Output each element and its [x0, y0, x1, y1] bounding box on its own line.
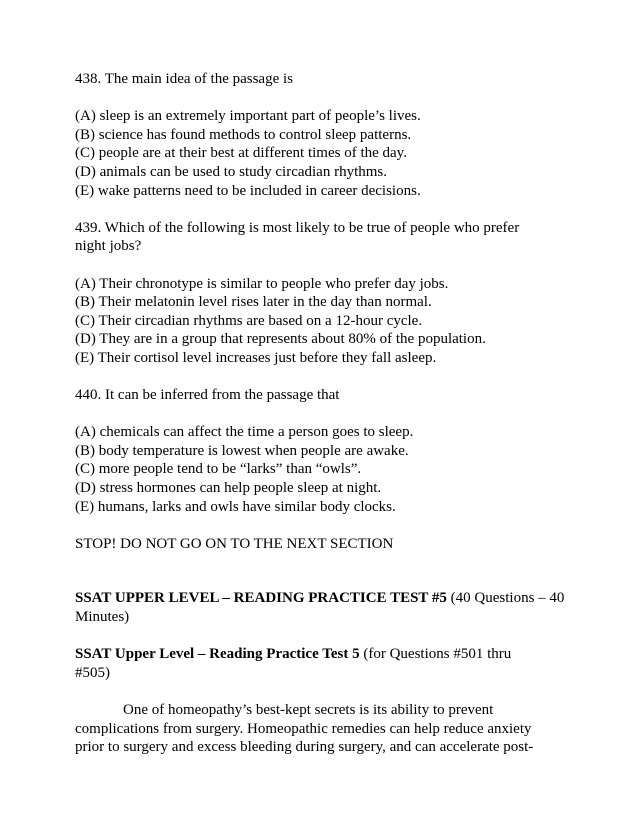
option-c: (C) people are at their best at different times of the day. — [75, 145, 407, 162]
option-e: (E) Their cortisol level increases just before they fall asleep. — [75, 349, 437, 366]
option-b: (B) science has found methods to control sleep patterns. — [75, 126, 412, 143]
document-page — [75, 70, 565, 757]
option-d: (D) stress hormones can help people sleep at night. — [75, 480, 382, 497]
option-a: (A) sleep is an extremely important part of people’s lives. — [75, 108, 421, 125]
passage-paragraph: One of homeopathy’s best-kept secrets is its ability to prevent complications from surgery. Homeopathic remedies can help reduce anxiety prior to surgery and excess bleeding during surgery, and can accelerate post- — [75, 702, 534, 756]
question-440-options — [75, 423, 565, 516]
question-438-stem: 438. The main idea of the passage is — [75, 71, 293, 87]
option-b: (B) body temperature is lowest when people are awake. — [75, 442, 409, 459]
option-a: (A) Their chronotype is similar to people who prefer day jobs. — [75, 275, 449, 292]
passage-heading-details: (for Questions #501 thru #505) — [75, 646, 512, 681]
test-heading-details: (40 Questions – 40 Minutes) — [75, 590, 565, 626]
test-heading-title: SSAT UPPER LEVEL – READING PRACTICE TEST #5 — [75, 590, 447, 607]
passage-heading-title: SSAT Upper Level – Reading Practice Test 5 — [75, 646, 360, 663]
question-439-stem: 439. Which of the following is most likely to be true of people who prefer night jobs? — [75, 219, 520, 255]
option-d: (D) animals can be used to study circadian rhythms. — [75, 163, 387, 180]
question-439-options — [75, 275, 565, 368]
option-e: (E) humans, larks and owls have similar body clocks. — [75, 498, 396, 515]
option-c: (C) more people tend to be “larks” than “owls”. — [75, 461, 362, 478]
question-440-stem: 440. It can be inferred from the passage that — [75, 387, 340, 404]
question-438-options — [75, 107, 565, 200]
option-c: (C) Their circadian rhythms are based on a 12-hour cycle. — [75, 312, 423, 329]
option-e: (E) wake patterns need to be included in career decisions. — [75, 182, 421, 199]
test-heading — [75, 589, 565, 626]
option-d: (D) They are in a group that represents about 80% of the population. — [75, 331, 486, 348]
passage-heading — [75, 645, 545, 682]
stop-notice: STOP! DO NOT GO ON TO THE NEXT SECTION — [75, 535, 394, 552]
option-a: (A) chemicals can affect the time a person goes to sleep. — [75, 424, 414, 441]
option-b: (B) Their melatonin level rises later in the day than normal. — [75, 294, 432, 311]
